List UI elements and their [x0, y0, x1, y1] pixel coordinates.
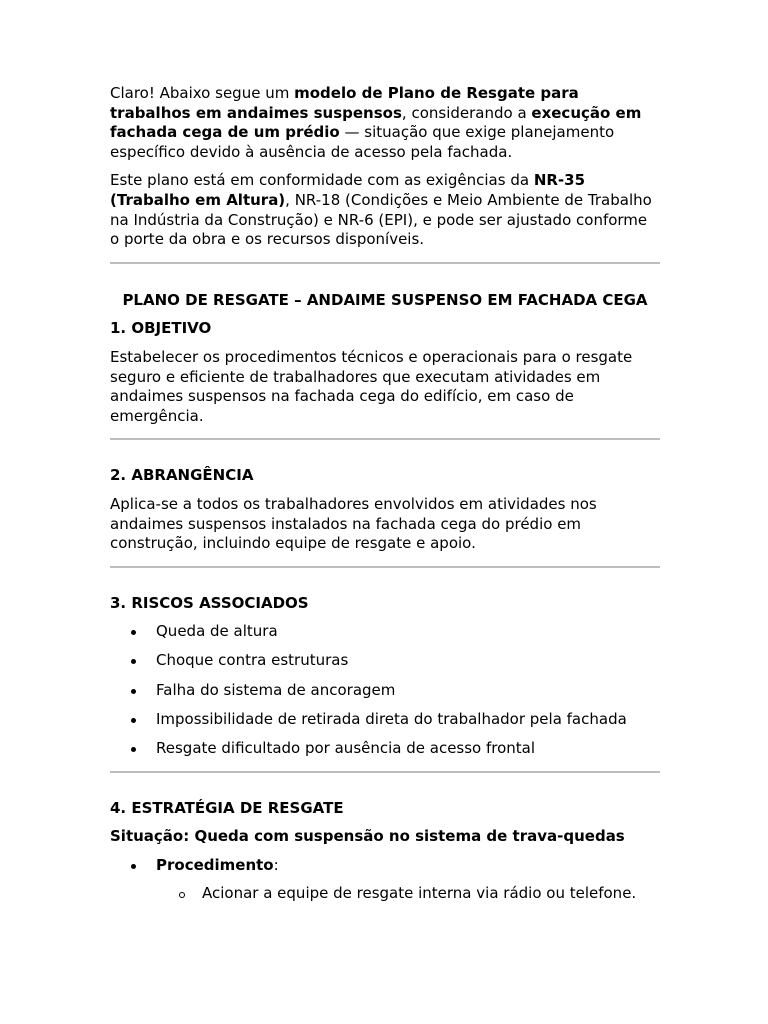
procedimento-list — [110, 856, 660, 876]
section-heading-objetivo: 1. OBJETIVO — [110, 319, 212, 338]
bullet-icon — [131, 659, 136, 664]
riscos-list — [110, 622, 660, 758]
list-item-text: Impossibilidade de retirada direta do trabalhador pela fachada — [156, 709, 627, 728]
list-item — [110, 856, 660, 876]
bullet-icon — [131, 864, 136, 869]
intro-bold-text: NR-35 (Trabalho em Altura) — [110, 171, 586, 209]
document-page — [110, 84, 660, 904]
section-divider — [110, 771, 660, 773]
intro-paragraph-2 — [110, 171, 660, 249]
intro-text: , considerando a — [401, 103, 532, 122]
list-item-text: Acionar a equipe de resgate interna via rádio ou telefone. — [202, 884, 637, 903]
section-divider — [110, 438, 660, 440]
list-item — [110, 884, 660, 904]
intro-text: — situação que exige planejamento específico devido à ausência de acesso pela fachada. — [110, 123, 615, 161]
intro-text: Claro! Abaixo segue um — [110, 84, 295, 102]
section-heading-estrategia: 4. ESTRATÉGIA DE RESGATE — [110, 798, 344, 817]
list-item — [110, 651, 660, 671]
list-item-text: Choque contra estruturas — [156, 651, 349, 670]
intro-paragraph-1 — [110, 84, 660, 162]
procedimento-label: Procedimento — [156, 855, 274, 874]
plan-title: PLANO DE RESGATE – ANDAIME SUSPENSO EM FACHADA CEGA — [122, 290, 648, 309]
section-heading-abrangencia: 2. ABRANGÊNCIA — [110, 466, 254, 485]
circle-bullet-icon — [179, 892, 185, 898]
procedimento-steps — [110, 884, 660, 904]
list-item-text: Queda de altura — [156, 622, 278, 641]
section-text-objetivo: Estabelecer os procedimentos técnicos e operacionais para o resgate seguro e eficiente de trabalhadores que executam atividades em andaimes suspensos na fachada cega do edifício, em caso de emergência. — [110, 347, 633, 425]
intro-text: , NR-18 (Condições e Meio Ambiente de Trabalho na Indústria da Construção) e NR-6 (EPI), e pode ser ajustado conforme o porte da obra e os recursos disponíveis. — [110, 190, 652, 249]
bullet-icon — [131, 747, 136, 752]
section-heading-riscos: 3. RISCOS ASSOCIADOS — [110, 593, 309, 612]
bullet-icon — [131, 689, 136, 694]
bullet-icon — [131, 630, 136, 635]
list-item-text: Resgate dificultado por ausência de acesso frontal — [156, 739, 536, 758]
intro-bold-text: execução em fachada cega de um prédio — [110, 103, 642, 142]
situacao-heading: Situação: Queda com suspensão no sistema de trava-quedas — [110, 827, 625, 846]
list-item — [110, 622, 660, 642]
list-item — [110, 681, 660, 701]
intro-text: Este plano está em conformidade com as exigências da — [110, 171, 534, 190]
section-divider — [110, 262, 660, 264]
procedimento-colon: : — [273, 855, 279, 874]
bullet-icon — [131, 718, 136, 723]
list-item — [110, 710, 660, 730]
list-item — [110, 739, 660, 759]
list-item-text: Falha do sistema de ancoragem — [156, 680, 396, 699]
section-divider — [110, 566, 660, 568]
intro-bold-text: modelo de Plano de Resgate para trabalhos em andaimes suspensos — [110, 84, 579, 122]
section-text-abrangencia: Aplica-se a todos os trabalhadores envolvidos em atividades nos andaimes suspensos instalados na fachada cega do prédio em construção, incluindo equipe de resgate e apoio. — [110, 494, 597, 553]
